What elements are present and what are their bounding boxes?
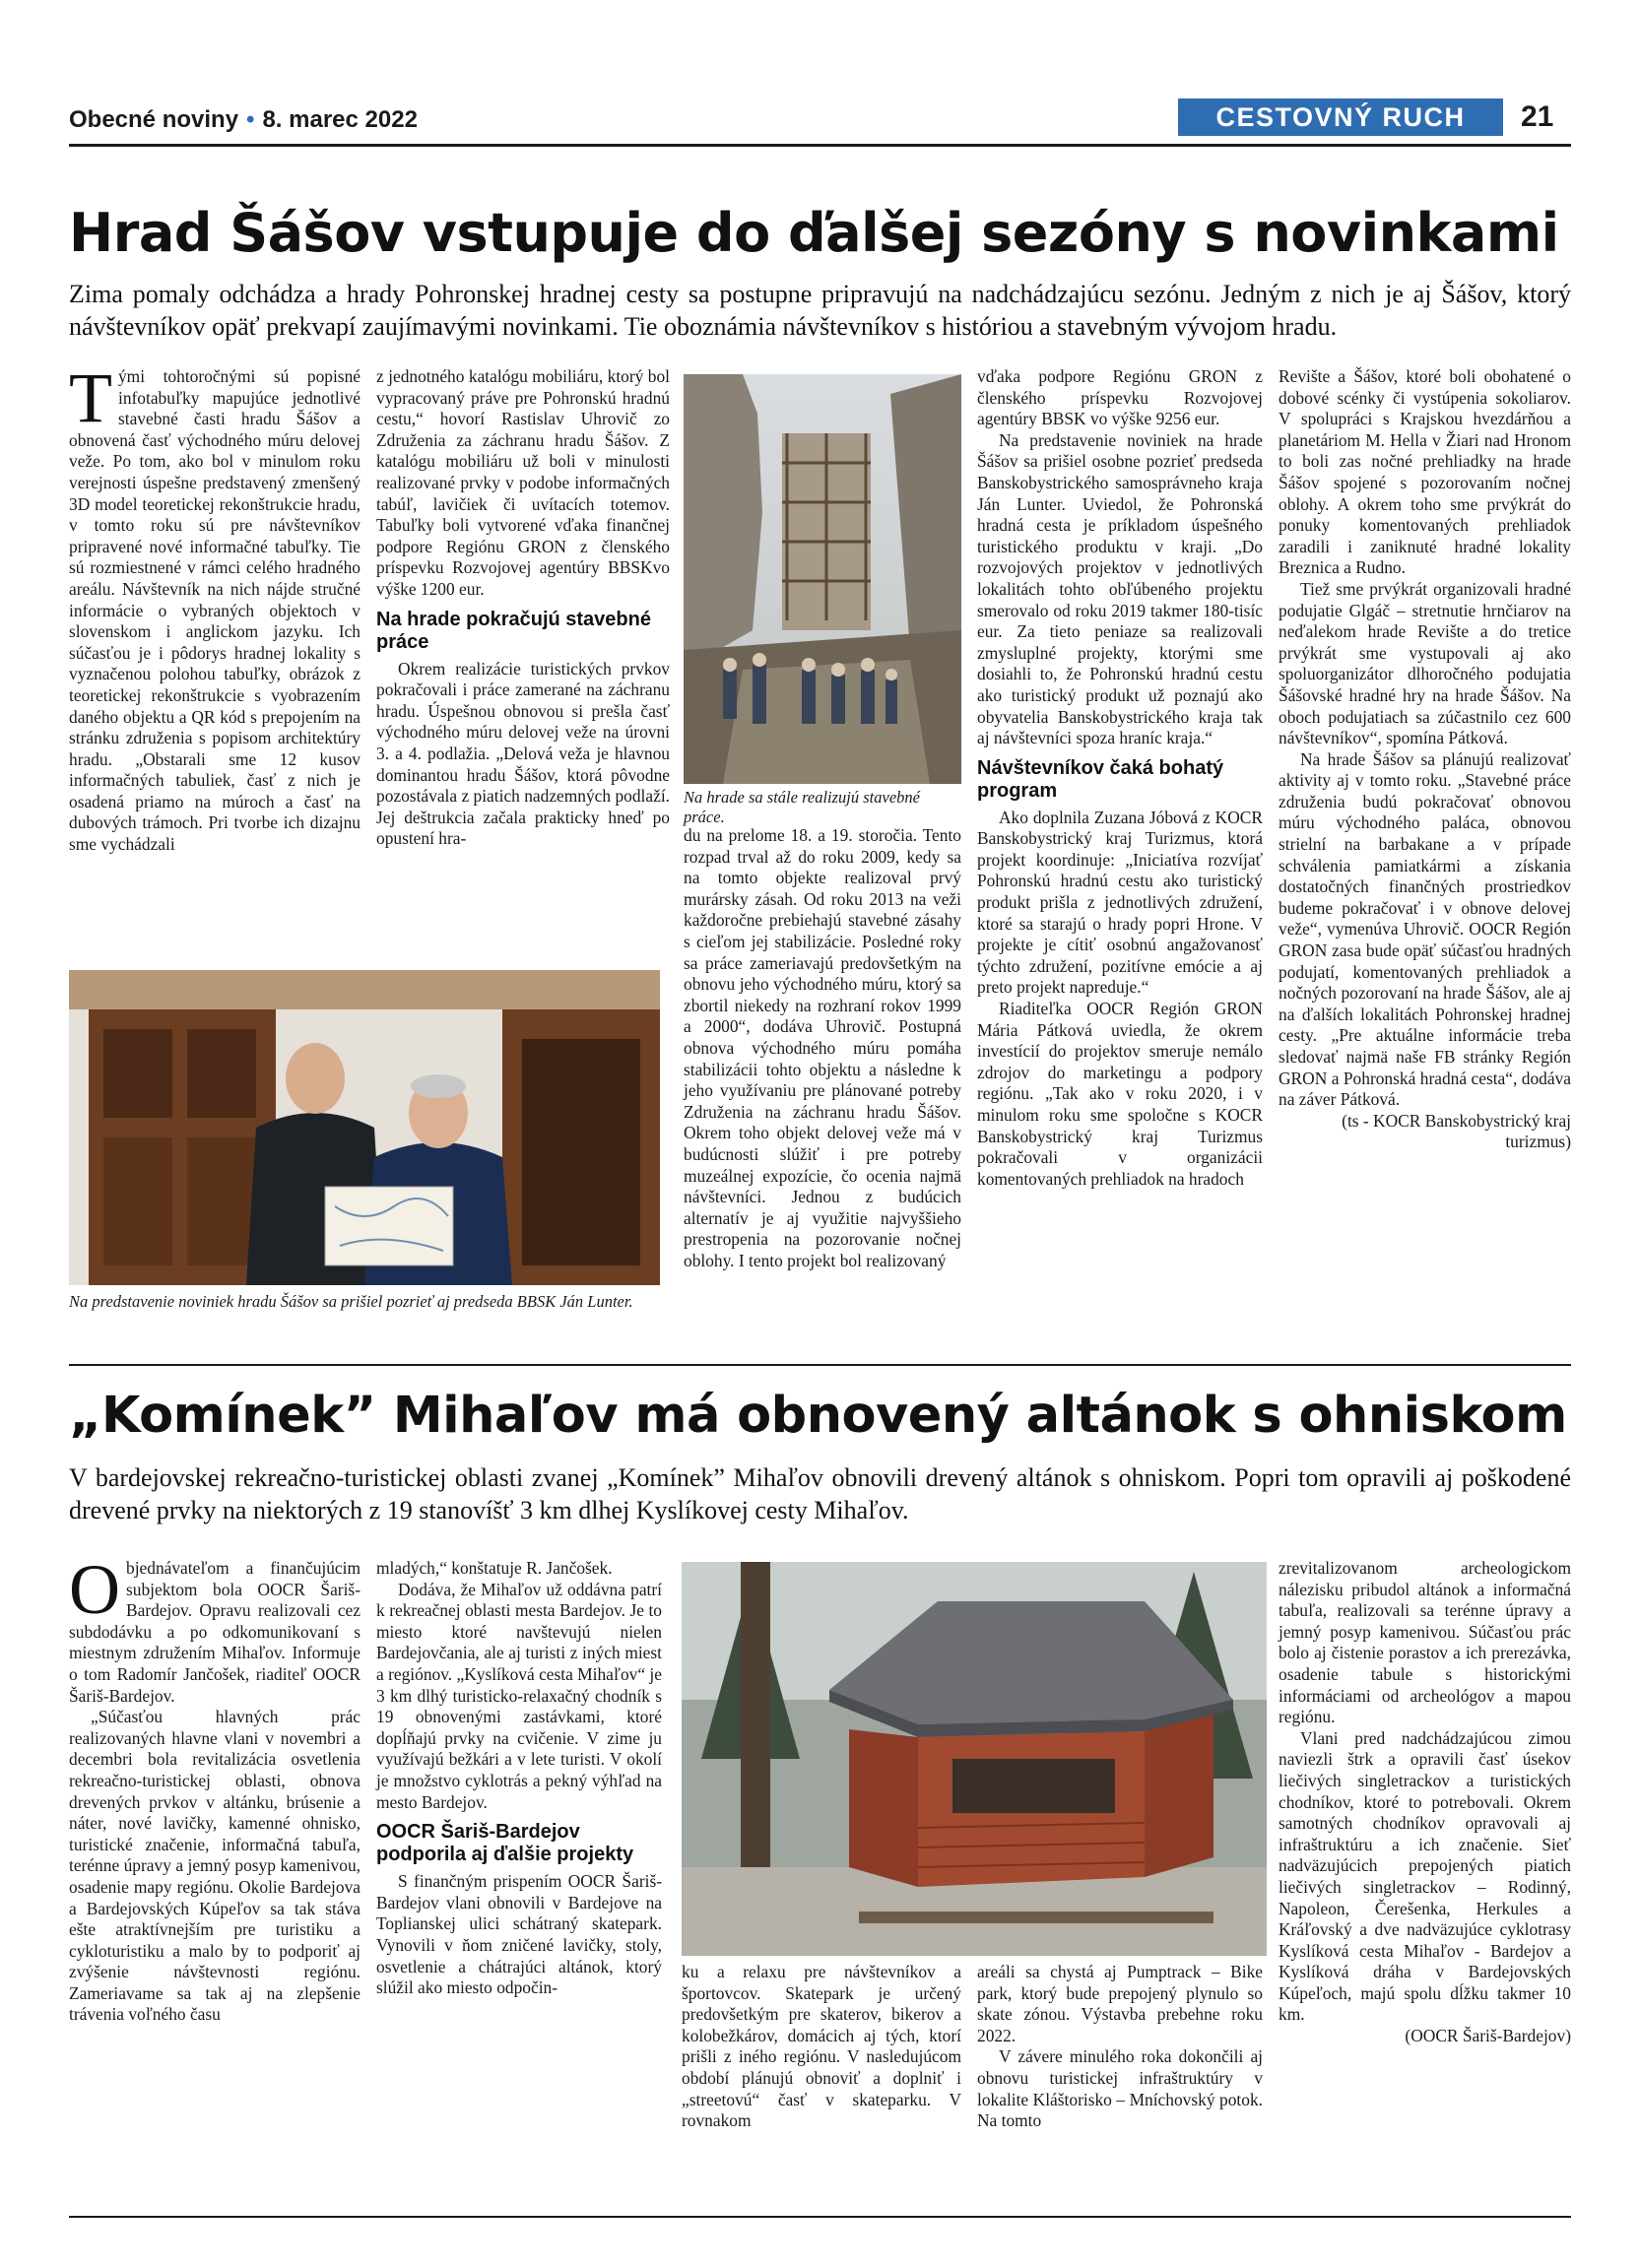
article1-column-1: [69, 358, 361, 856]
article1-column-4: [1279, 366, 1571, 1153]
article1-col4-p1: Revište a Šášov, ktoré boli obohatené o dobové scénky či vystúpenia sokoliarov. V spolupráci s Krajskou hvezdárňou a planetáriom M. Hella v Žiari nad Hronom to boli zas nočné prehliadky na hrade Šášov spojené s pozorovaním nočnej oblohy. A okrem toho sme prvýkrát do ponuky komentovaných prehliadok zaradili i zaniknuté hradné lokality Breznica a Rudno.: [1279, 366, 1571, 578]
people-photo-caption: Na predstavenie noviniek hradu Šášov sa prišiel pozrieť aj predseda BBSK Ján Lunter.: [69, 1292, 633, 1311]
bullet-dot: •: [246, 106, 255, 133]
article1-column-3: [977, 366, 1263, 1190]
article2-col2-p3: S finančným prispením OOCR Šariš-Bardejov vlani obnovili v Bardejove na Toplianskej ulici schátraný skatepark. Vynovili v ňom zničené lavičky, stoly, osvetlenie a chátrajúci altánok, ktorý slúžil ako miesto odpočin-: [376, 1871, 662, 1998]
article2-col2-p2: Dodáva, že Mihaľov už oddávna patrí k rekreačnej oblasti mesta Bardejov. Je to miesto ktoré navštevujú nielen Bardejovčania, ale aj turisti z iných miest a regiónov. „Kyslíková cesta Mihaľov“ je 3 km dlhý turisticko-relaxačný chodník s 19 obnovenými zastávkami, ktoré dopĺňajú prvky na cvičenie. V zime ju využívajú bežkári a v lete turisti. V okolí je množstvo cyklotrás a pekný výhľad na mesto Bardejov.: [376, 1579, 662, 1812]
article1-column-2: [376, 366, 670, 850]
castle-photo-caption: Na hrade sa stále realizujú stavebné práce.: [684, 788, 920, 826]
article1-col3-p1: vďaka podpore Regiónu GRON z členského príspevku Rozvojovej agentúry BBSK vo výške 9256 eur.: [977, 366, 1263, 429]
article2-dropcap: O: [69, 1550, 120, 1629]
article2-signature: (OOCR Šariš-Bardejov): [1405, 2026, 1571, 2046]
article1-col4-p3: Na hrade Šášov sa plánujú realizovať aktivity aj v tomto roku. „Stavebné práce združenia budú pokračovať obnovou múru východného paláca, obnovou strielní na barbakane a v prípade schválenia pamiatkármi a získania dostatočných finančných prostriedkov budeme pokračovať i v obnove delovej veže“, vymenúva Uhrovič. OOCR Región GRON zasa bude opäť súčasťou hradných podujatí, komentovaných prehliadok a nočných pozorovaní na hrade Šášov, ale aj na ďalších lokalitách Pohronskej hradnej cesty. „Pre aktuálne informácie treba sledovať najmä naše FB stránky Región GRON a Pohronská hradná cesta“, dodáva na záver Pátková.: [1279, 748, 1571, 1110]
castle-photo: [684, 374, 961, 784]
article-divider: [69, 1364, 1571, 1366]
article1-col2-p2: Okrem realizácie turistických prvkov pokračovali i práce zamerané na záchranu hradu. Úspešnou obnovou si prešla časť východného múru delovej veže na úrovni 3. a 4. podlažia. „Delová veža je hlavnou dominantou hradu Šášov, ktorá pôvodne pozostávala z piatich nadzemných podlaží. Jej deštrukcia začala prakticky hneď po opustení hra-: [376, 658, 670, 849]
article2-col4-p1: areáli sa chystá aj Pumptrack – Bike park, ktorý bude prepojený plynulo so skate zónou. Výstavba prebehne roku 2022.: [977, 1962, 1263, 2045]
article2-col5-p2: Vlani pred nadchádzajúcou zimou naviezli štrk a opravili časť úsekov liečivých singletrackov a turistických chodníkov, ktoré to potrebovali. Okrem samotných chodníkov opravovali aj infraštruktúru a ich značenie. Sieť nadväzujúcich prepojených piatich liečivých singletrackov – Rodinný, Napoleon, Čerešenka, Herkules a Kráľovský a dve nadväzujúce cyklotrasy Kyslíková cesta Mihaľov - Bardejov a Kyslíková dráha v Bardejovských Kúpeľoch, majú spolu dĺžku takmer 10 km.: [1279, 1727, 1571, 2025]
article1-subhead-1: Na hrade pokračujú stavebné práce: [376, 608, 651, 653]
section-label: CESTOVNÝ RUCH: [1178, 98, 1503, 136]
article2-lead: V bardejovskej rekreačno-turistickej oblasti zvanej „Komínek” Mihaľov obnovili drevený altánok s ohniskom. Popri tom opravili aj poškodené drevené prvky na niektorých z 19 stanovíšť 3 km dlhej Kyslíkovej cesty Mihaľov.: [69, 1463, 1571, 1524]
article2-column-4: [977, 1962, 1263, 2132]
header-rule: [69, 144, 1571, 147]
article1-col3-p3: Ako doplnila Zuzana Jóbová z KOCR Banskobystrický kraj Turizmus, ktorá projekt koordinuje: „Iniciatíva rozvíjať Pohronskú hradnú cestu ako turistický produkt prišla z jednotlivých združení, ktoré sa starajú o hrady popri Hrone. V projekte je cítiť osobnú angažovanosť týchto združení, pozitívne emócie a aj preto projekt napreduje.“: [977, 807, 1263, 998]
article2-headline: „Komínek” Mihaľov má obnovený altánok s ohniskom: [69, 1387, 1567, 1445]
article2-column-5: [1279, 1558, 1571, 2047]
article1-col1-text: ými tohtoročnými sú popisné infotabuľky mapujúce jednotlivé stavebné časti hradu Šášov a obnovená časť východného múru delovej veže. Po tom, ako bol v minulom roku verejnosti úspešne predstavený zmenšený 3D model teoretickej rekonštrukcie hradu, v tomto roku sú pre návštevníkov pripravené nové informačné tabuľky. Tie sú rozmiestnené v rámci celého hradného areálu. Návštevník na nich nájde stručné informácie o vybraných objektoch v slovenskom i anglickom jazyku. Ich súčasťou je i pôdorys hradnej lokality s vyznačenou polohou tabuľky, obrázok z teoretickej rekonštrukcie s vyobrazením daného objektu a QR kód s prepojením na stránku združenia s popisom architektúry hradu. „Obstarali sme 12 kusov informačných tabuliek, časť z nich je osadená priamo na múroch a časť na dubových trámoch. Pri tvorbe ich dizajnu sme vychádzali: [69, 366, 361, 855]
article1-headline: Hrad Šášov vstupuje do ďalšej sezóny s novinkami: [69, 202, 1559, 264]
article2-col3-text: ku a relaxu pre návštevníkov a športovcov. Skatepark je určený predovšetkým pre skaterov, bikerov a kolobežkárov, domácich aj tých, ktorí prišli z iného regiónu. V nasledujúcom období plánujú obnoviť a doplniť i „streetovú“ časť v skateparku. V rovnakom: [682, 1962, 961, 2131]
page-number: 21: [1521, 100, 1554, 133]
masthead: [69, 106, 418, 134]
article1-dropcap: T: [69, 358, 112, 437]
gazebo-photo: [682, 1562, 1267, 1956]
article2-col4-p2: V závere minulého roka dokončili aj obnovu turistickej infraštruktúry v lokalite Kláštorisko – Mníchovský potok. Na tomto: [977, 2046, 1263, 2131]
article1-col3-p4: Riaditeľka OOCR Región GRON Mária Pátková uviedla, že okrem investícií do projektov smeruje nemálo zdrojov do marketingu a podpory regiónu. „Tak ako v roku 2020, i v minulom roku sme spoločne s KOCR Banskobystrický kraj Turizmus pokračovali v organizácii komentovaných prehliadok na hradoch: [977, 999, 1263, 1189]
article2-col5-p1: zrevitalizovanom archeologickom nálezisku pribudol altánok a informačná tabuľa, realizovali sa terénne úpravy a jemný posyp kamenivou. Súčasťou prác bolo aj čistenie porastov a ich prerezávka, osadenie tabule s historickými informáciami od archeológov a mapou regiónu.: [1279, 1558, 1571, 1727]
footer-rule: [69, 2216, 1571, 2218]
article2-col1-p1: bjednávateľom a finančujúcim subjektom bola OOCR Šariš-Bardejov. Opravu realizovali cez subdodávku a po odkomunikovaní s miestnym združením Mihaľov. Informuje o tom Radomír Jančošek, riaditeľ OOCR Šariš-Bardejov.: [69, 1558, 361, 1706]
article1-signature: (ts - KOCR Banskobystrický kraj turizmus): [1342, 1110, 1571, 1152]
people-photo: [69, 970, 660, 1285]
article1-subhead-2: Návštevníkov čaká bohatý program: [977, 756, 1224, 802]
article2-column-3: [682, 1962, 961, 2132]
article1-col2-p1: z jednotného katalógu mobiliáru, ktorý bol vypracovaný práve pre Pohronskú hradnú cestu,“ hovorí Rastislav Uhrovič zo Združenia za záchranu hradu Šášov. Z katalógu mobiliáru už boli v minulosti realizované prvky v podobe informačných tabúľ, lavičiek či uvítacích totemov. Tabuľky boli vytvorené vďaka finančnej podpore Regiónu GRON z členského príspevku Rozvojovej agentúry BBSKvo výške 1200 eur.: [376, 366, 670, 599]
article1-lead: Zima pomaly odchádza a hrady Pohronskej hradnej cesty sa postupne pripravujú na nadchádzajúcu sezónu. Jedným z nich je aj Šášov, ktorý návštevníkov opäť prekvapí zaujímavými novinkami. Tie oboznámia návštevníkov s históriou a stavebným vývojom hradu.: [69, 280, 1571, 341]
article2-subhead: OOCR Šariš-Bardejov podporila aj ďalšie projekty: [376, 1821, 634, 1866]
article1-col4-p2: Tiež sme prvýkrát organizovali hradné podujatie Glgáč – stretnutie hrnčiarov na neďalekom hrade Revište a do tretice prvýkrát sme vystupovali aj ako spoluorganizátor dlhoročného podujatia Šášovské hradné hry na hrade Šášov. Na oboch podujatiach sa zúčastnilo cez 600 návštevníkov“, spomína Pátková.: [1279, 578, 1571, 748]
article1-column-2b: [684, 825, 961, 1271]
article1-col2b-text: du na prelome 18. a 19. storočia. Tento rozpad trval až do roku 2009, kedy sa na tomto objekte realizoval prvý murársky zásah. Od roku 2013 na veži každoročne prebiehajú stavebné zásahy s cieľom jej stabilizácie. Posledné roky sa práce zameriavajú predovšetkým na obnovu jeho východného múru, ktorý sa zbortil niekedy na rozhraní rokov 1999 a 2000“, dodáva Uhrovič. Postupná obnova východného múru pomáha stabilizácii tohto objektu a následne k jeho využívaniu pre plánované potreby Združenia na záchranu hradu Šášov. Okrem toho objekt delovej veže má v budúcnosti slúžiť i pre potreby muzeálnej expozície, čo ocenia najmä návštevníci. Jednou z budúcich alternatív je aj využitie najvyššieho prestropenia na pozorovanie nočnej oblohy. I tento projekt bol realizovaný: [684, 825, 961, 1270]
publication-name: Obecné noviny: [69, 106, 239, 133]
article2-col2-p1: mladých,“ konštatuje R. Jančošek.: [376, 1558, 613, 1578]
article1-col3-p2: Na predstavenie noviniek na hrade Šášov sa prišiel osobne pozrieť predseda Banskobystrického samosprávneho kraja Ján Lunter. Uviedol, že Pohronská hradná cesta je príkladom úspešného turistického produktu v kraji. „Do rozvojových projektov v jednotlivých lokalitách tohto obľúbeného projektu smerovalo od roku 2019 takmer 180-tisíc eur. Za tieto peniaze sa realizovali zmysluplné projekty, ktorými sme dosiahli to, že Pohronskú hradnú cestu ako turistický produkt už poznajú ako obyvatelia Banskobystrického kraja tak aj návštevníci spoza hraníc kraja.“: [977, 429, 1263, 748]
article2-col1-p2: „Súčasťou hlavných prác realizovaných hlavne vlani v novembri a decembri bola revitalizácia osvetlenia rekreačno-turistickej oblasti, obnova drevených prvkov v altánku, brúsenie a náter, nové lavičky, kamenné ohnisko, turistické značenie, informačná tabuľa, terénne úpravy a jemný posyp kamenivou, osadenie mapy regiónu. Okolie Bardejova a Bardejovských Kúpeľov sa tak stáva ešte atraktívnejším pre turistiku a cykloturistiku a malo by to podporiť aj zvýšenie návštevnosti regiónu. Zameriavame sa tak aj na zlepšenie trávenia voľného času: [69, 1707, 361, 2025]
issue-date: 8. marec 2022: [262, 106, 418, 133]
article2-column-2: [376, 1558, 662, 1999]
article2-column-1: [69, 1550, 361, 2026]
